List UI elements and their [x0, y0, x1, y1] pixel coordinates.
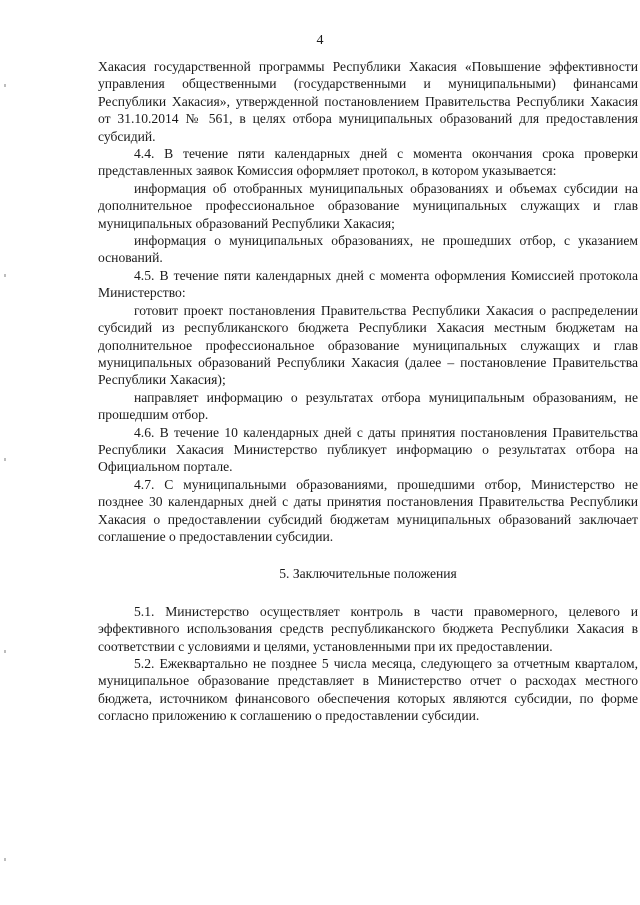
paragraph-5-2: 5.2. Ежеквартально не позднее 5 числа месяца, следующего за отчетным кварталом, муниципальное образование представляет в Министерство отчет о расходах местного бюджета, источником финансового обеспечения которых являются субсидии, по форме согласно приложению к соглашению о предоставлении субсидии. [98, 656, 638, 724]
page-number: 4 [316, 33, 324, 48]
scan-dot [4, 84, 6, 87]
paragraph-rejected-info: информация о муниципальных образованиях, не прошедших отбор, с указанием оснований. [98, 233, 638, 266]
paragraph-continuation: Хакасия государственной программы Республики Хакасия «Повышение эффективности управления общественными (государственными и муниципальными) финансами Республики Хакасия», утвержденной постановлением Правительства Республики Хакасия от 31.10.2014 № 561, в целях отбора муниципальных образований для предоставления субсидий. [98, 59, 638, 144]
paragraph-prepare-resolution: готовит проект постановления Правительства Республики Хакасия о распределении субсидий из республиканского бюджета Республики Хакасия местным бюджетам на дополнительное профессиональное образование муниципальных служащих и глав муниципальных образований Республики Хакасия (далее – постановление Правительства Республики Хакасия); [98, 302, 638, 388]
paragraph-4-5: 4.5. В течение пяти календарных дней с момента оформления Комиссией протокола Министерство: [98, 267, 638, 301]
scan-dot [4, 858, 6, 861]
document-body [98, 58, 638, 725]
scan-dot [4, 458, 6, 461]
paragraph-5-1: 5.1. Министерство осуществляет контроль в части правомерного, целевого и эффективного использования средств республиканского бюджета Республики Хакасия в соответствии с условиями и целями, установленными при их предоставлении. [98, 603, 638, 654]
paragraph-send-info: направляет информацию о результатах отбора муниципальным образованиям, не прошедшим отбор. [98, 389, 638, 423]
paragraph-4-4: 4.4. В течение пяти календарных дней с момента окончания срока проверки представленных заявок Комиссия оформляет протокол, в котором указывается: [98, 146, 638, 179]
paragraph-4-7: 4.7. С муниципальными образованиями, прошедшими отбор, Министерство не позднее 30 календарных дней с даты принятия постановления Правительства Республики Хакасия о предоставлении субсидий бюджетам муниципальных образований заключает соглашение о предоставлении субсидии. [98, 476, 638, 544]
paragraph-4-6: 4.6. В течение 10 календарных дней с даты принятия постановления Правительства Республики Хакасия Министерство публикует информацию о результатах отбора на Официальном портале. [98, 424, 638, 475]
scan-dot [4, 274, 6, 277]
scan-dot [4, 650, 6, 653]
paragraph-selected-info: информация об отобранных муниципальных образованиях и объемах субсидии на дополнительное профессиональное образование муниципальных служащих и глав муниципальных образований Республики Хакасия; [98, 180, 638, 231]
section-heading: 5. Заключительные положения [279, 566, 457, 582]
